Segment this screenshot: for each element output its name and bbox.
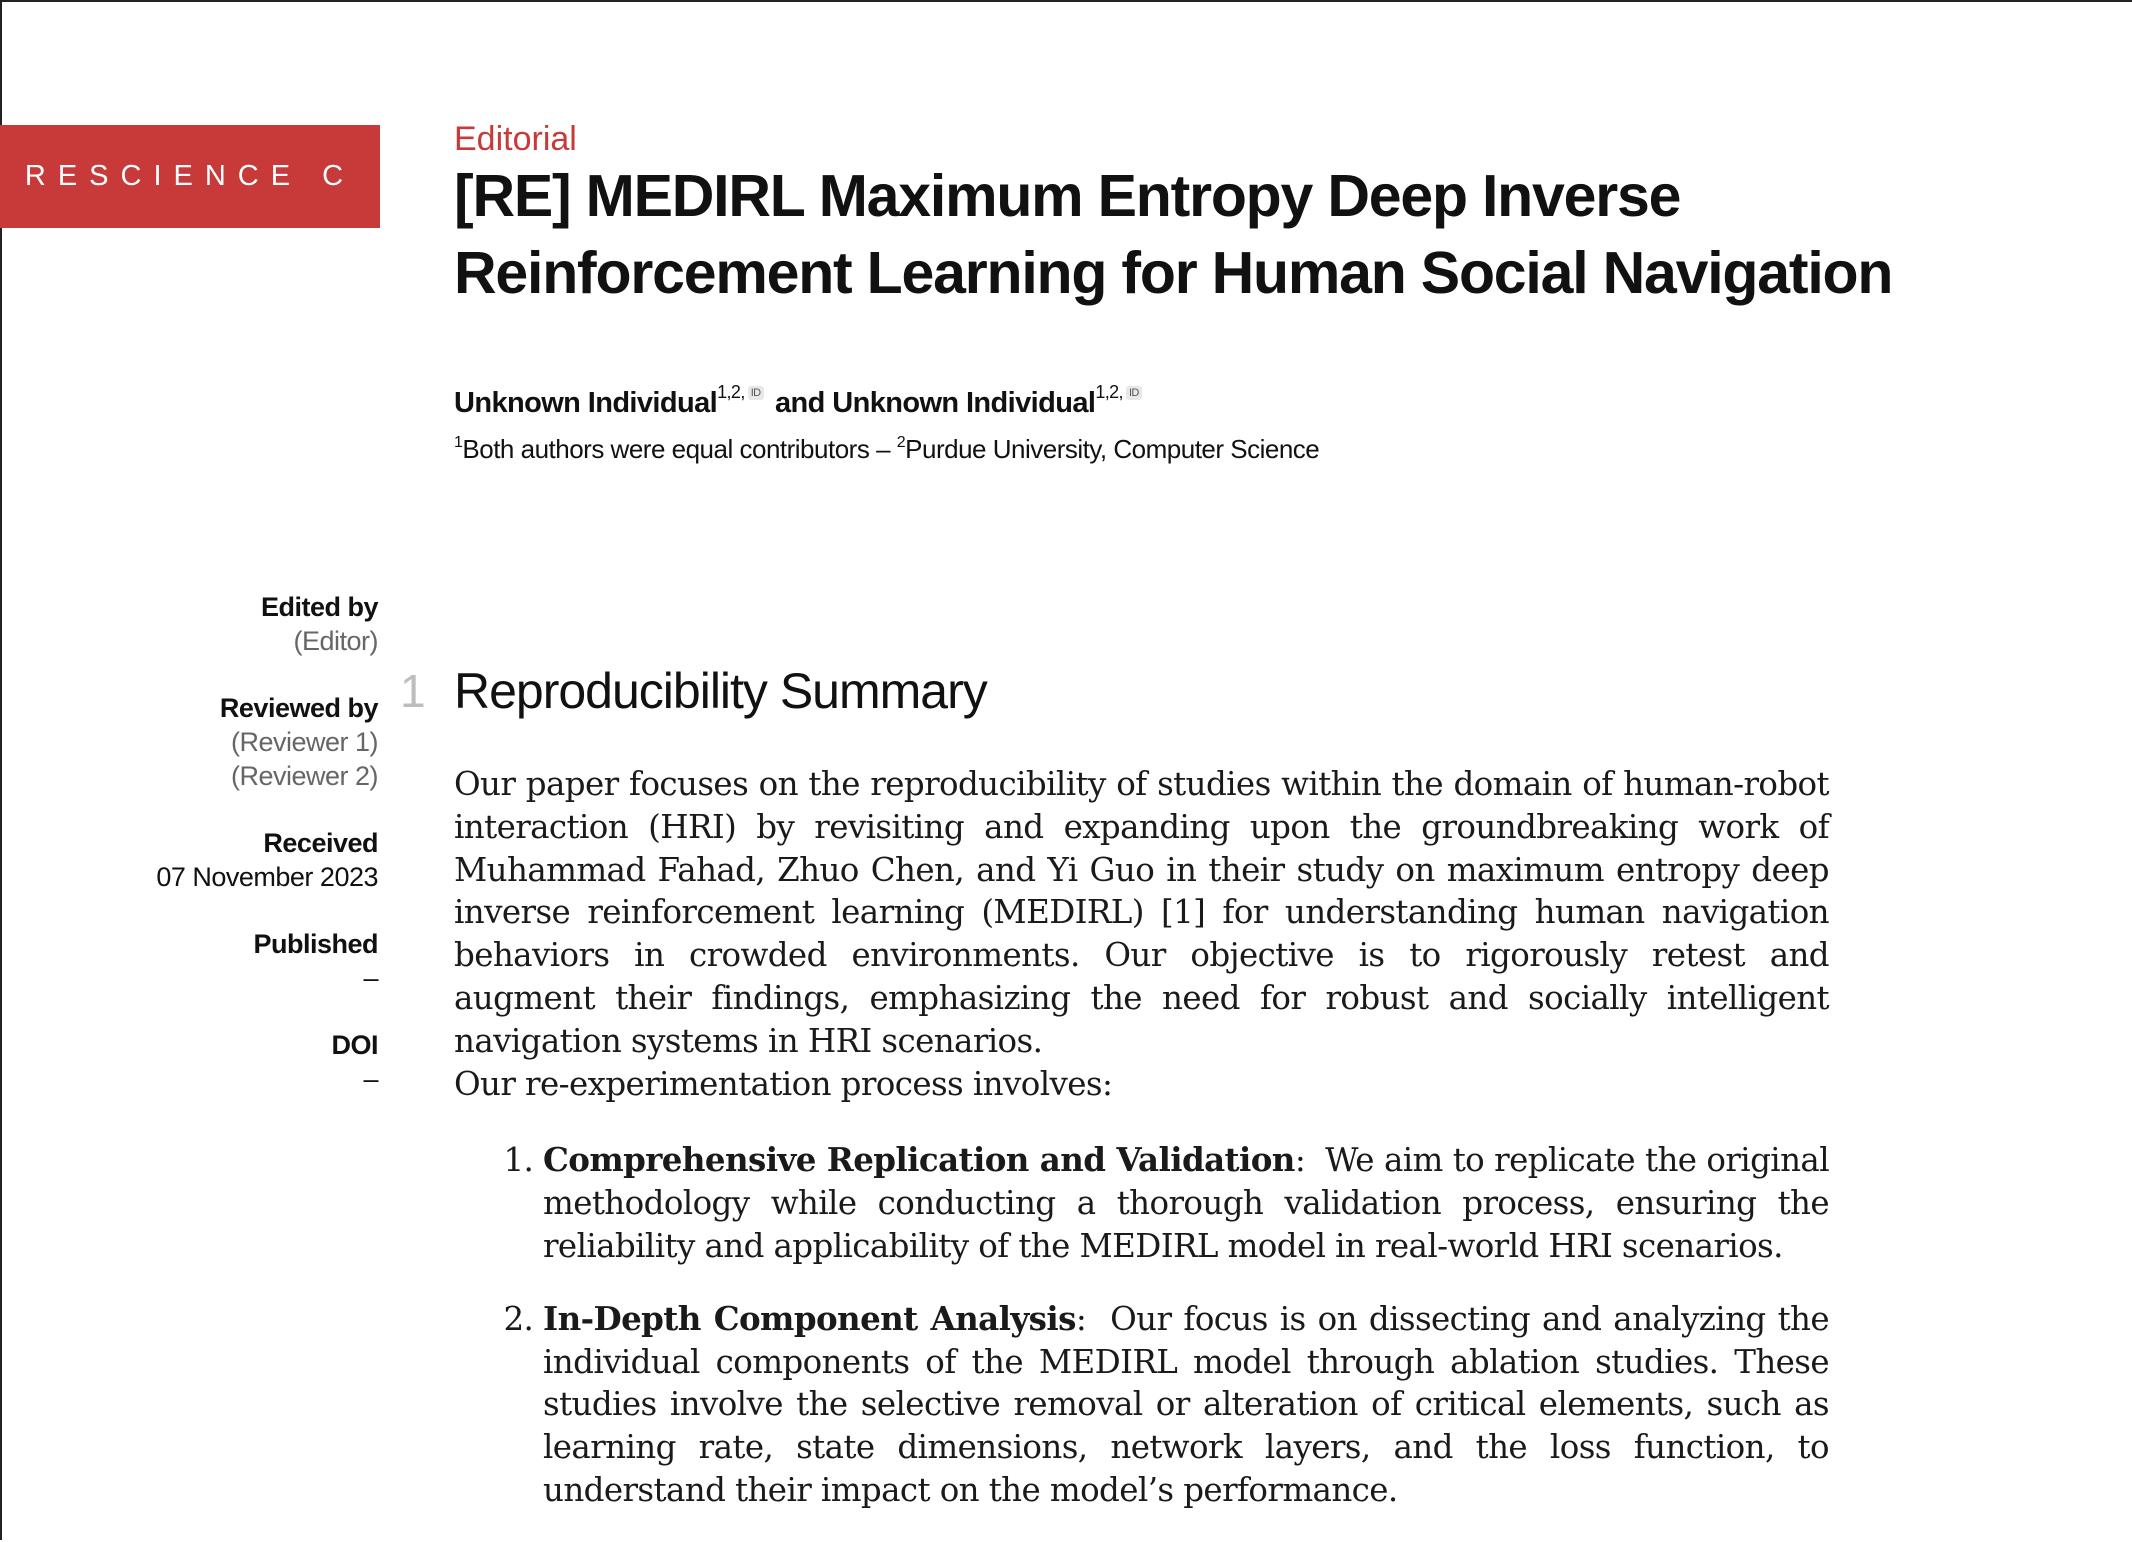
numbered-list xyxy=(454,1139,1829,1511)
received-date: 07 November 2023 xyxy=(156,862,378,892)
reviewed-by-block xyxy=(156,691,378,793)
author-list xyxy=(454,382,1146,420)
page-border-top xyxy=(0,0,2132,2)
list-item-title: In-Depth Component Analysis xyxy=(543,1298,1076,1338)
reviewer-name: (Reviewer 2) xyxy=(230,761,378,791)
reviewer-name: (Reviewer 1) xyxy=(230,727,378,757)
author-name: Unknown Individual xyxy=(832,387,1096,419)
received-label: Received xyxy=(263,828,378,858)
doi-block xyxy=(156,1028,378,1096)
editor-name: (Editor) xyxy=(293,626,378,656)
author-name: Unknown Individual xyxy=(454,387,718,419)
list-item-title: Comprehensive Replication and Validation xyxy=(543,1140,1295,1180)
affil-number: 1 xyxy=(454,434,463,451)
section-number: 1 xyxy=(400,665,426,717)
list-item: 1. Comprehensive Replication and Validation: We aim to replicate the original methodology while conducting a thorough validation process, ensuring the reliability and applicability of the MEDIRL model in real-world HRI scenarios. xyxy=(543,1139,1829,1267)
article-title xyxy=(454,158,1954,312)
affil-text: Both authors were equal contributors xyxy=(462,434,870,464)
metadata-sidebar xyxy=(156,590,378,1129)
journal-name: RESCIENCE C xyxy=(24,160,356,192)
edited-by-block xyxy=(156,590,378,658)
journal-banner xyxy=(0,125,380,228)
list-item-text: We aim to replicate the original methodology while conducting a thorough validation process, ensuring the reliability and applicability of the MEDIRL model in real-world HRI scenarios. xyxy=(543,1141,1829,1265)
orcid-icon[interactable]: ID xyxy=(748,386,764,400)
doi-label: DOI xyxy=(331,1030,378,1060)
affil-number: 2 xyxy=(896,434,906,451)
doi-value: – xyxy=(363,1064,378,1094)
list-item: 2. In-Depth Component Analysis: Our focus is on dissecting and analyzing the individual components of the MEDIRL model through ablation studies. These studies involve the selective removal or alteration of critical elements, such as learning rate, state dimensions, network layers, and the loss function, to understand their impact on the model’s performance. xyxy=(543,1298,1829,1512)
author-affil-marks: 1,2, xyxy=(717,382,745,402)
affiliations xyxy=(454,434,1319,465)
author-affil-marks: 1,2, xyxy=(1095,382,1123,402)
title-line-2: Reinforcement Learning for Human Social Navigation xyxy=(454,240,1893,306)
reviewed-by-label: Reviewed by xyxy=(219,693,378,723)
published-label: Published xyxy=(253,929,378,959)
orcid-icon[interactable]: ID xyxy=(1126,386,1142,400)
edited-by-label: Edited by xyxy=(260,592,378,622)
list-item-text: Our focus is on dissecting and analyzing the individual components of the MEDIRL model through ablation studies. These studies involve the selective removal or alteration of critical elements, such as learning rate, state dimensions, network layers, and the loss function, to understand their impact on the model’s performance. xyxy=(543,1299,1829,1509)
page-border-left xyxy=(0,0,2,1540)
published-block xyxy=(156,927,378,995)
article-category: Editorial xyxy=(454,120,577,158)
affil-separator: – xyxy=(876,434,891,464)
title-line-1: [RE] MEDIRL Maximum Entropy Deep Inverse xyxy=(454,163,1681,229)
received-block xyxy=(156,826,378,894)
authors-joiner: and xyxy=(775,387,825,419)
published-date: – xyxy=(363,963,378,993)
paragraph: Our re-experimentation process involves: xyxy=(454,1064,1113,1103)
body-text xyxy=(454,763,1829,1542)
paragraph: Our paper focuses on the reproducibility of studies within the domain of human-robot interaction (HRI) by revisiting and expanding upon the groundbreaking work of Muhammad Fahad, Zhuo Chen, and Yi Guo in their study on maximum entropy deep inverse reinforcement learning (MEDIRL) [1] for understanding human navigation behaviors in crowded environments. Our objective is to rigorously retest and augment their findings, emphasizing the need for robust and socially intelligent navigation systems in HRI scenarios. xyxy=(454,765,1829,1060)
section-title: Reproducibility Summary xyxy=(454,663,987,719)
affil-text: Purdue University, Computer Science xyxy=(905,434,1320,464)
